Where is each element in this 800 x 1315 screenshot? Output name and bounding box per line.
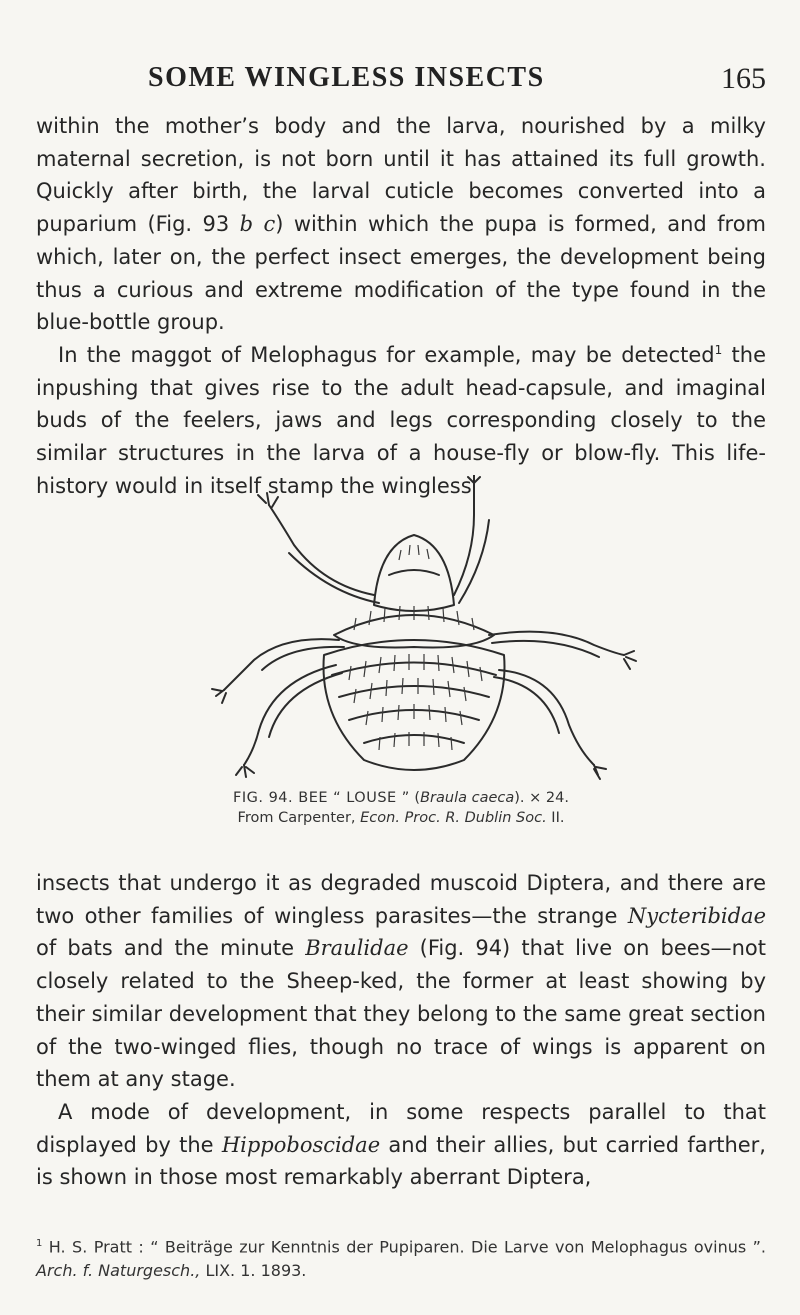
bee-louse-illustration: [174, 475, 654, 785]
footnote: $^1$ H. S. Pratt : “ Beiträge zur Kenntnis der Pupiparen. Die Larve von Melophagus ovinus ”. Arch. f. Naturgesch., LIX. 1. 1893.: [36, 1237, 766, 1281]
page-header: [36, 62, 766, 102]
paragraph-2: In the maggot of Melophagus for example, may be detected$^1$ the inpushing that gives rise to the adult head-capsule, and imaginal buds of the feelers, jaws and legs corresponding closely to the similar structures in the larva of a house-fly or blow-fly. This life-history would in itself stamp the wingless: [36, 342, 767, 498]
footnote-ref: 1: [714, 342, 723, 357]
running-title: SOME WINGLESS INSECTS: [148, 62, 545, 93]
page-number: 165: [721, 62, 766, 95]
caption-line-1: FIG. 94. BEE “ LOUSE ” (Braula caeca). × 24.: [233, 790, 569, 806]
text-block-bottom: [36, 867, 766, 1194]
paragraph-3: insects that undergo it as degraded muscoid Diptera, and there are two other families of wingless parasites—the strange Nycteribidae of bats and the minute Braulidae (Fig. 94) that live on bees—not closely related to the Sheep-ked, the former at least showing by their similar development that they belong to the same great section of the two-winged flies, though no trace of wings is apparent on them at any stage.: [36, 871, 766, 1092]
head: [374, 535, 454, 611]
text-block-top: [36, 110, 766, 502]
figure-caption: [36, 788, 766, 828]
caption-line-2: From Carpenter, Econ. Proc. R. Dublin Soc. II.: [237, 810, 565, 826]
paragraph-1: within the mother’s body and the larva, nourished by a milky maternal secretion, is not born until it has attained its full growth. Quickly after birth, the larval cuticle becomes converted into a puparium (Fig. 93 b c) within which the pupa is formed, and from which, later on, the perfect insect emerges, the development being thus a curious and extreme modification of the type found in the blue-bottle group.: [36, 114, 767, 335]
paragraph-4: A mode of development, in some respects parallel to that displayed by the Hippoboscidae and their allies, but carried farther, is shown in those most remarkably aberrant Diptera,: [36, 1099, 766, 1190]
